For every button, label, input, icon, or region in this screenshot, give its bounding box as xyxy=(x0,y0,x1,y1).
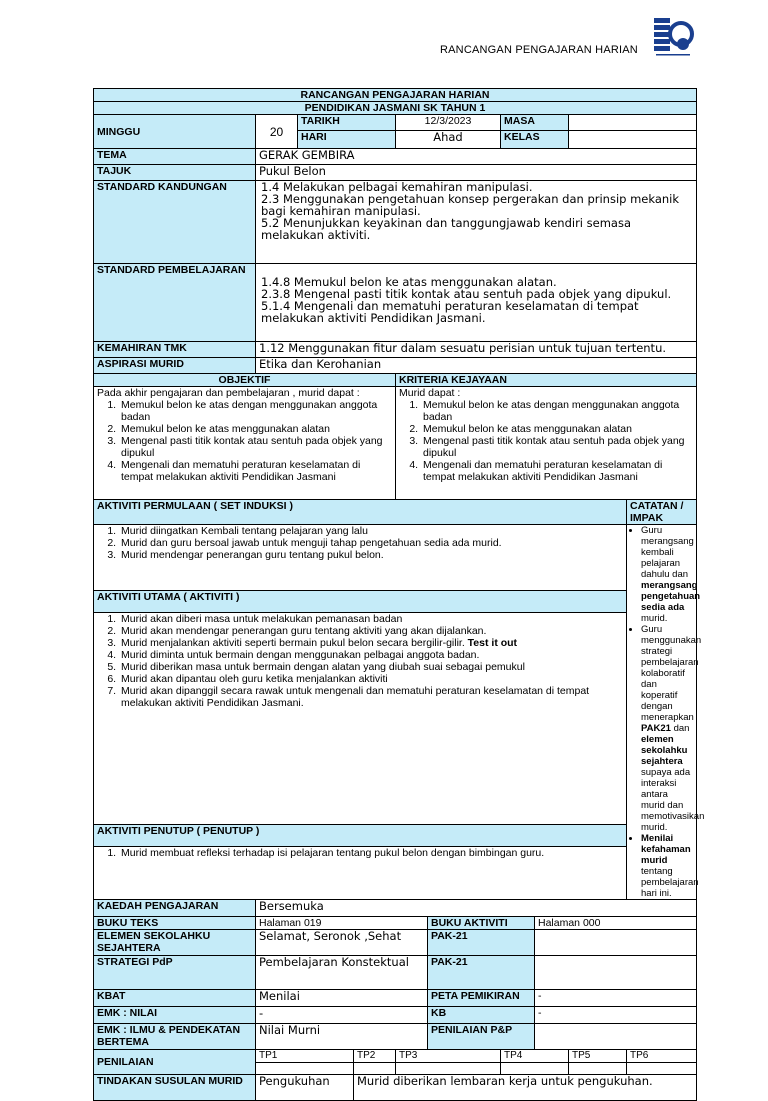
sp-line: 2.3.8 Mengenal pasti titik kontak atau sentuh pada objek yang dipukul. xyxy=(261,287,672,301)
strategi-value: Pembelajaran Konstektual xyxy=(256,956,428,990)
sp-line: 1.4.8 Memukul belon ke atas menggunakan alatan. xyxy=(261,275,557,289)
utama-item: 2. Murid akan mendengar penerangan guru tentang aktiviti yang akan dijalankan. xyxy=(119,625,623,637)
utama-item: 5. Murid diberikan masa untuk bermain dengan alatan yang diubah suai sebagai pemukul xyxy=(119,661,623,673)
permulaan-header: AKTIVITI PERMULAAN ( SET INDUKSI ) xyxy=(94,500,627,525)
standard-pembelajaran-label: STANDARD PEMBELAJARAN xyxy=(94,264,256,342)
sk-line: 2.3 Menggunakan pengetahuan konsep pergerakan dan prinsip mekanik bagi kemahiran manipulasi. xyxy=(261,192,680,218)
sp-line: 5.1.4 Mengenali dan mematuhi peraturan keselamatan di tempat melakukan aktiviti Pendidikan Jasmani. xyxy=(261,299,639,325)
lesson-plan-table xyxy=(93,88,705,1101)
catatan-note: • Guru merangsang kembali pelajaran dahulu dan merangsang pengetahuan sedia ada murid. xyxy=(641,525,694,624)
utama-item: 1. Murid akan diberi masa untuk melakukan pemanasan badan xyxy=(119,613,623,625)
objektif-item: 3. Mengenal pasti titik kontak atau sentuh pada objek yang dipukul xyxy=(119,435,392,459)
penilaian-label: PENILAIAN xyxy=(94,1050,256,1075)
tarikh-label: TARIKH xyxy=(298,115,396,131)
pak21-value xyxy=(535,930,697,956)
catatan-notes xyxy=(629,525,705,899)
tajuk-label: TAJUK xyxy=(94,165,256,181)
kriteria-item: 4. Mengenali dan mematuhi peraturan keselamatan di tempat melakukan aktiviti Pendidikan Jasmani xyxy=(421,459,693,483)
kb-value: - xyxy=(535,1007,697,1024)
tema-label: TEMA xyxy=(94,149,256,165)
aspirasi-value: Etika dan Kerohanian xyxy=(256,358,697,374)
buku-teks-value: Halaman 019 xyxy=(256,917,428,930)
buku-aktiviti-value: Halaman 000 xyxy=(535,917,697,930)
objektif-item: 1. Memukul belon ke atas dengan menggunakan anggota badan xyxy=(119,399,392,423)
utama-header: AKTIVITI UTAMA ( AKTIVITI ) xyxy=(94,591,627,613)
utama-item: 6. Murid akan dipantau oleh guru ketika menjalankan aktiviti xyxy=(119,673,623,685)
kaedah-value: Bersemuka xyxy=(256,900,697,917)
header-title: RANCANGAN PENGAJARAN HARIAN xyxy=(440,44,638,56)
elemen-label: ELEMEN SEKOLAHKU SEJAHTERA xyxy=(94,930,256,956)
tmk-label: KEMAHIRAN TMK xyxy=(94,342,256,358)
tp-mark[interactable] xyxy=(569,1063,627,1075)
utama-item: 3. Murid menjalankan aktiviti seperti bermain pukul belon secara bergilir-gilir. Test it out xyxy=(119,637,623,649)
objektif-item: 2. Memukul belon ke atas menggunakan alatan xyxy=(119,423,392,435)
sk-line: 5.2 Menunjukkan keyakinan dan tanggungjawab kendiri semasa melakukan aktiviti. xyxy=(261,216,632,242)
peta-label: PETA PEMIKIRAN xyxy=(428,990,535,1007)
emk-ilmu-value: Nilai Murni xyxy=(256,1024,428,1050)
kriteria-intro: Murid dapat : xyxy=(399,387,461,399)
catatan-note: • Guru menggunakan strategi pembelajaran kolaboratif dan koperatif dengan menerapkan PAK21 dan elemen sekolahku sejahtera supaya ada interaksi antara murid dan memotivasikan murid. xyxy=(641,624,694,833)
kbat-value: Menilai xyxy=(256,990,428,1007)
kelas-label: KELAS xyxy=(501,131,569,149)
tindakan-label: TINDAKAN SUSULAN MURID xyxy=(94,1075,256,1101)
catatan-header: CATATAN / IMPAK xyxy=(627,500,697,525)
tp-cell: TP2 xyxy=(354,1050,396,1063)
kaedah-label: KAEDAH PENGAJARAN xyxy=(94,900,256,917)
emk-nilai-value: - xyxy=(256,1007,428,1024)
masa-value xyxy=(569,115,697,131)
tp-mark[interactable] xyxy=(396,1063,501,1075)
tp-cell: TP3 xyxy=(396,1050,501,1063)
tp-cell: TP5 xyxy=(569,1050,627,1063)
tarikh-value: 12/3/2023 xyxy=(396,115,501,131)
penilaian-pp-value xyxy=(535,1024,697,1050)
buku-aktiviti-label: BUKU AKTIVITI xyxy=(428,917,535,930)
sk-line: 1.4 Melakukan pelbagai kemahiran manipulasi. xyxy=(261,180,533,194)
utama-item: 7. Murid akan dipanggil secara rawak untuk mengenali dan mematuhi peraturan keselamatan di tempat melakukan aktiviti Pendidikan Jasmani. xyxy=(119,685,623,709)
peta-value: - xyxy=(535,990,697,1007)
emk-ilmu-label: EMK : ILMU & PENDEKATAN BERTEMA xyxy=(94,1024,256,1050)
kelas-value xyxy=(569,131,697,149)
pak21b-value xyxy=(535,956,697,990)
plan-subtitle: PENDIDIKAN JASMANI SK TAHUN 1 xyxy=(94,102,697,115)
penutup-header: AKTIVITI PENUTUP ( PENUTUP ) xyxy=(94,825,627,847)
kriteria-header: KRITERIA KEJAYAAN xyxy=(396,374,697,387)
objektif-header: OBJEKTIF xyxy=(94,374,396,387)
utama-item: 4. Murid diminta untuk bermain dengan menggunakan pelbagai anggota badan. xyxy=(119,649,623,661)
tp-mark[interactable] xyxy=(354,1063,396,1075)
tmk-value: 1.12 Menggunakan fitur dalam sesuatu perisian untuk tujuan tertentu. xyxy=(256,342,697,358)
tp-mark[interactable] xyxy=(501,1063,569,1075)
permulaan-item: 2. Murid dan guru bersoal jawab untuk menguji tahap pengetahuan sedia ada murid. xyxy=(119,537,623,549)
standard-kandungan-label: STANDARD KANDUNGAN xyxy=(94,181,256,264)
hari-value: Ahad xyxy=(396,131,501,149)
tindakan-type: Pengukuhan xyxy=(256,1075,354,1101)
kbat-label: KBAT xyxy=(94,990,256,1007)
penilaian-pp-label: PENILAIAN P&P xyxy=(428,1024,535,1050)
tp-cell: TP4 xyxy=(501,1050,569,1063)
tema-value: GERAK GEMBIRA xyxy=(256,149,697,165)
pak21b-label: PAK-21 xyxy=(428,956,535,990)
tp-mark[interactable] xyxy=(256,1063,354,1075)
pak21-label: PAK-21 xyxy=(428,930,535,956)
objektif-intro: Pada akhir pengajaran dan pembelajaran , murid dapat : xyxy=(97,387,360,399)
tindakan-value: Murid diberikan lembaran kerja untuk pengukuhan. xyxy=(354,1075,697,1101)
plan-title: RANCANGAN PENGAJARAN HARIAN xyxy=(94,89,697,102)
kb-label: KB xyxy=(428,1007,535,1024)
minggu-value: 20 xyxy=(256,115,298,149)
kriteria-item: 2. Memukul belon ke atas menggunakan alatan xyxy=(421,423,693,435)
penutup-item: 1. Murid membuat refleksi terhadap isi pelajaran tentang pukul belon dengan bimbingan guru. xyxy=(119,847,623,859)
kriteria-item: 1. Memukul belon ke atas dengan menggunakan anggota badan xyxy=(421,399,693,423)
tp-cell: TP1 xyxy=(256,1050,354,1063)
permulaan-item: 3. Murid mendengar penerangan guru tentang pukul belon. xyxy=(119,549,623,561)
kriteria-item: 3. Mengenal pasti titik kontak atau sentuh pada objek yang dipukul xyxy=(421,435,693,459)
permulaan-item: 1. Murid diingatkan Kembali tentang pelajaran yang lalu xyxy=(119,525,623,537)
buku-teks-label: BUKU TEKS xyxy=(94,917,256,930)
school-logo-icon xyxy=(652,16,694,58)
strategi-label: STRATEGI PdP xyxy=(94,956,256,990)
hari-label: HARI xyxy=(298,131,396,149)
objektif-item: 4. Mengenali dan mematuhi peraturan keselamatan di tempat melakukan aktiviti Pendidikan Jasmani xyxy=(119,459,392,483)
emk-nilai-label: EMK : NILAI xyxy=(94,1007,256,1024)
catatan-note: • Menilai kefahaman murid tentang pembelajaran hari ini. xyxy=(641,833,694,899)
masa-label: MASA xyxy=(501,115,569,131)
tp-cell: TP6 xyxy=(627,1050,697,1063)
aspirasi-label: ASPIRASI MURID xyxy=(94,358,256,374)
tp-mark[interactable] xyxy=(627,1063,697,1075)
tajuk-value: Pukul Belon xyxy=(256,165,697,181)
minggu-label: MINGGU xyxy=(94,115,256,149)
elemen-value: Selamat, Seronok ,Sehat xyxy=(256,930,428,956)
